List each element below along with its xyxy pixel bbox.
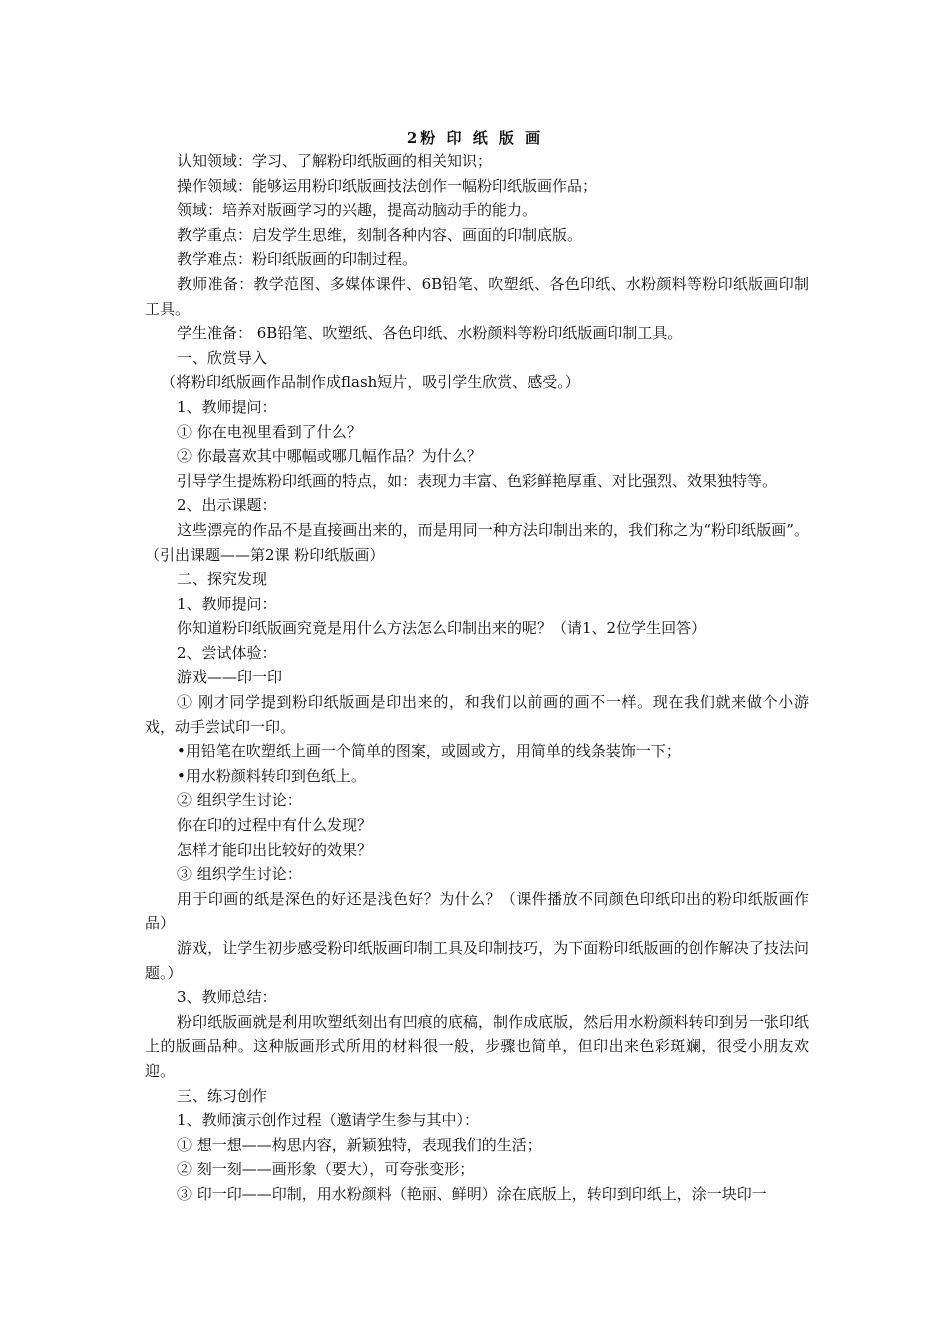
paragraph: ② 你最喜欢其中哪幅或哪几幅作品？为什么？ bbox=[177, 447, 482, 466]
paragraph: 你在印的过程中有什么发现？ bbox=[177, 816, 373, 835]
paragraph: ② 组织学生讨论： bbox=[177, 791, 302, 810]
paragraph: 1、教师提问： bbox=[177, 397, 277, 416]
document-title: 2粉 印 纸 版 画 bbox=[406, 129, 544, 147]
paragraph: ③ 组织学生讨论： bbox=[177, 865, 302, 884]
paragraph: 游戏，让学生初步感受粉印纸版画印制工具及印制技巧，为下面粉印纸版画的创作解决了技法问题。） bbox=[145, 939, 809, 982]
paragraph: 教学重点：启发学生思维，刻制各种内容、画面的印制底版。 bbox=[177, 225, 583, 244]
paragraph: 引导学生提炼粉印纸画的特点，如：表现力丰富、色彩鲜艳厚重、对比强烈、效果独特等。 bbox=[177, 471, 778, 490]
paragraph: 游戏——印一印 bbox=[177, 668, 283, 687]
paragraph: （将粉印纸版画作品制作成flash短片，吸引学生欣赏、感受。） bbox=[161, 373, 580, 392]
paragraph: 用于印画的纸是深色的好还是浅色好？为什么？（课件播放不同颜色印纸印出的粉印纸版画作品） bbox=[145, 889, 809, 933]
paragraph: 1、教师演示创作过程（邀请学生参与其中）： bbox=[177, 1111, 480, 1130]
section-heading: 三、练习创作 bbox=[177, 1086, 268, 1105]
document-body bbox=[145, 149, 809, 1207]
paragraph: 领域：培养对版画学习的兴趣，提高动脑动手的能力。 bbox=[177, 201, 538, 220]
paragraph: 学生准备： 6B铅笔、吹塑纸、各色印纸、水粉颜料等粉印纸版画印制工具。 bbox=[177, 324, 683, 343]
paragraph: 教师准备：教学范图、多媒体课件、6B铅笔、吹塑纸、各色印纸、水粉颜料等粉印纸版画印制工具。 bbox=[145, 274, 809, 318]
paragraph: ① 刚才同学提到粉印纸版画是印出来的，和我们以前画的画不一样。现在我们就来做个小游戏，动手尝试印一印。 bbox=[145, 693, 809, 736]
paragraph: •用铅笔在吹塑纸上画一个简单的图案，或圆或方，用简单的线条装饰一下； bbox=[177, 742, 681, 761]
paragraph: 操作领域：能够运用粉印纸版画技法创作一幅粉印纸版画作品； bbox=[177, 176, 598, 195]
section-heading: 二、探究发现 bbox=[177, 570, 268, 589]
paragraph: ③ 印一印——印制，用水粉颜料（艳丽、鲜明）涂在底版上，转印到印纸上，涂一块印一 bbox=[177, 1184, 767, 1203]
paragraph: 粉印纸版画就是利用吹塑纸刻出有凹痕的底稿，制作成底版，然后用水粉颜料转印到另一张印纸上的版画品种。这种版画形式所用的材料很一般，步骤也简单，但印出来色彩斑斓，很受小朋友欢迎。 bbox=[145, 1012, 809, 1080]
paragraph: ① 你在电视里看到了什么？ bbox=[177, 422, 362, 441]
paragraph: 1、教师提问： bbox=[177, 594, 277, 613]
paragraph: 这些漂亮的作品不是直接画出来的，而是用同一种方法印制出来的，我们称之为“粉印纸版画”。（引出课题——第2课 粉印纸版画） bbox=[145, 520, 809, 564]
paragraph: 3、教师总结： bbox=[177, 988, 277, 1007]
paragraph: ① 想一想——构思内容，新颖独特，表现我们的生活； bbox=[177, 1135, 542, 1154]
paragraph: 怎样才能印出比较好的效果？ bbox=[177, 840, 373, 859]
paragraph: 你知道粉印纸版画究竟是用什么方法怎么印制出来的呢？（请1、2位学生回答） bbox=[177, 619, 707, 638]
paragraph: 2、出示课题： bbox=[177, 496, 277, 515]
paragraph: •用水粉颜料转印到色纸上。 bbox=[177, 766, 366, 785]
paragraph: 2、尝试体验： bbox=[177, 643, 277, 662]
section-heading: 一、欣赏导入 bbox=[177, 348, 268, 367]
paragraph: 认知领域：学习、了解粉印纸版画的相关知识； bbox=[177, 152, 493, 170]
paragraph: ② 刻一刻——画形象（要大），可夸张变形； bbox=[177, 1160, 475, 1179]
paragraph: 教学难点：粉印纸版画的印制过程。 bbox=[177, 250, 418, 269]
